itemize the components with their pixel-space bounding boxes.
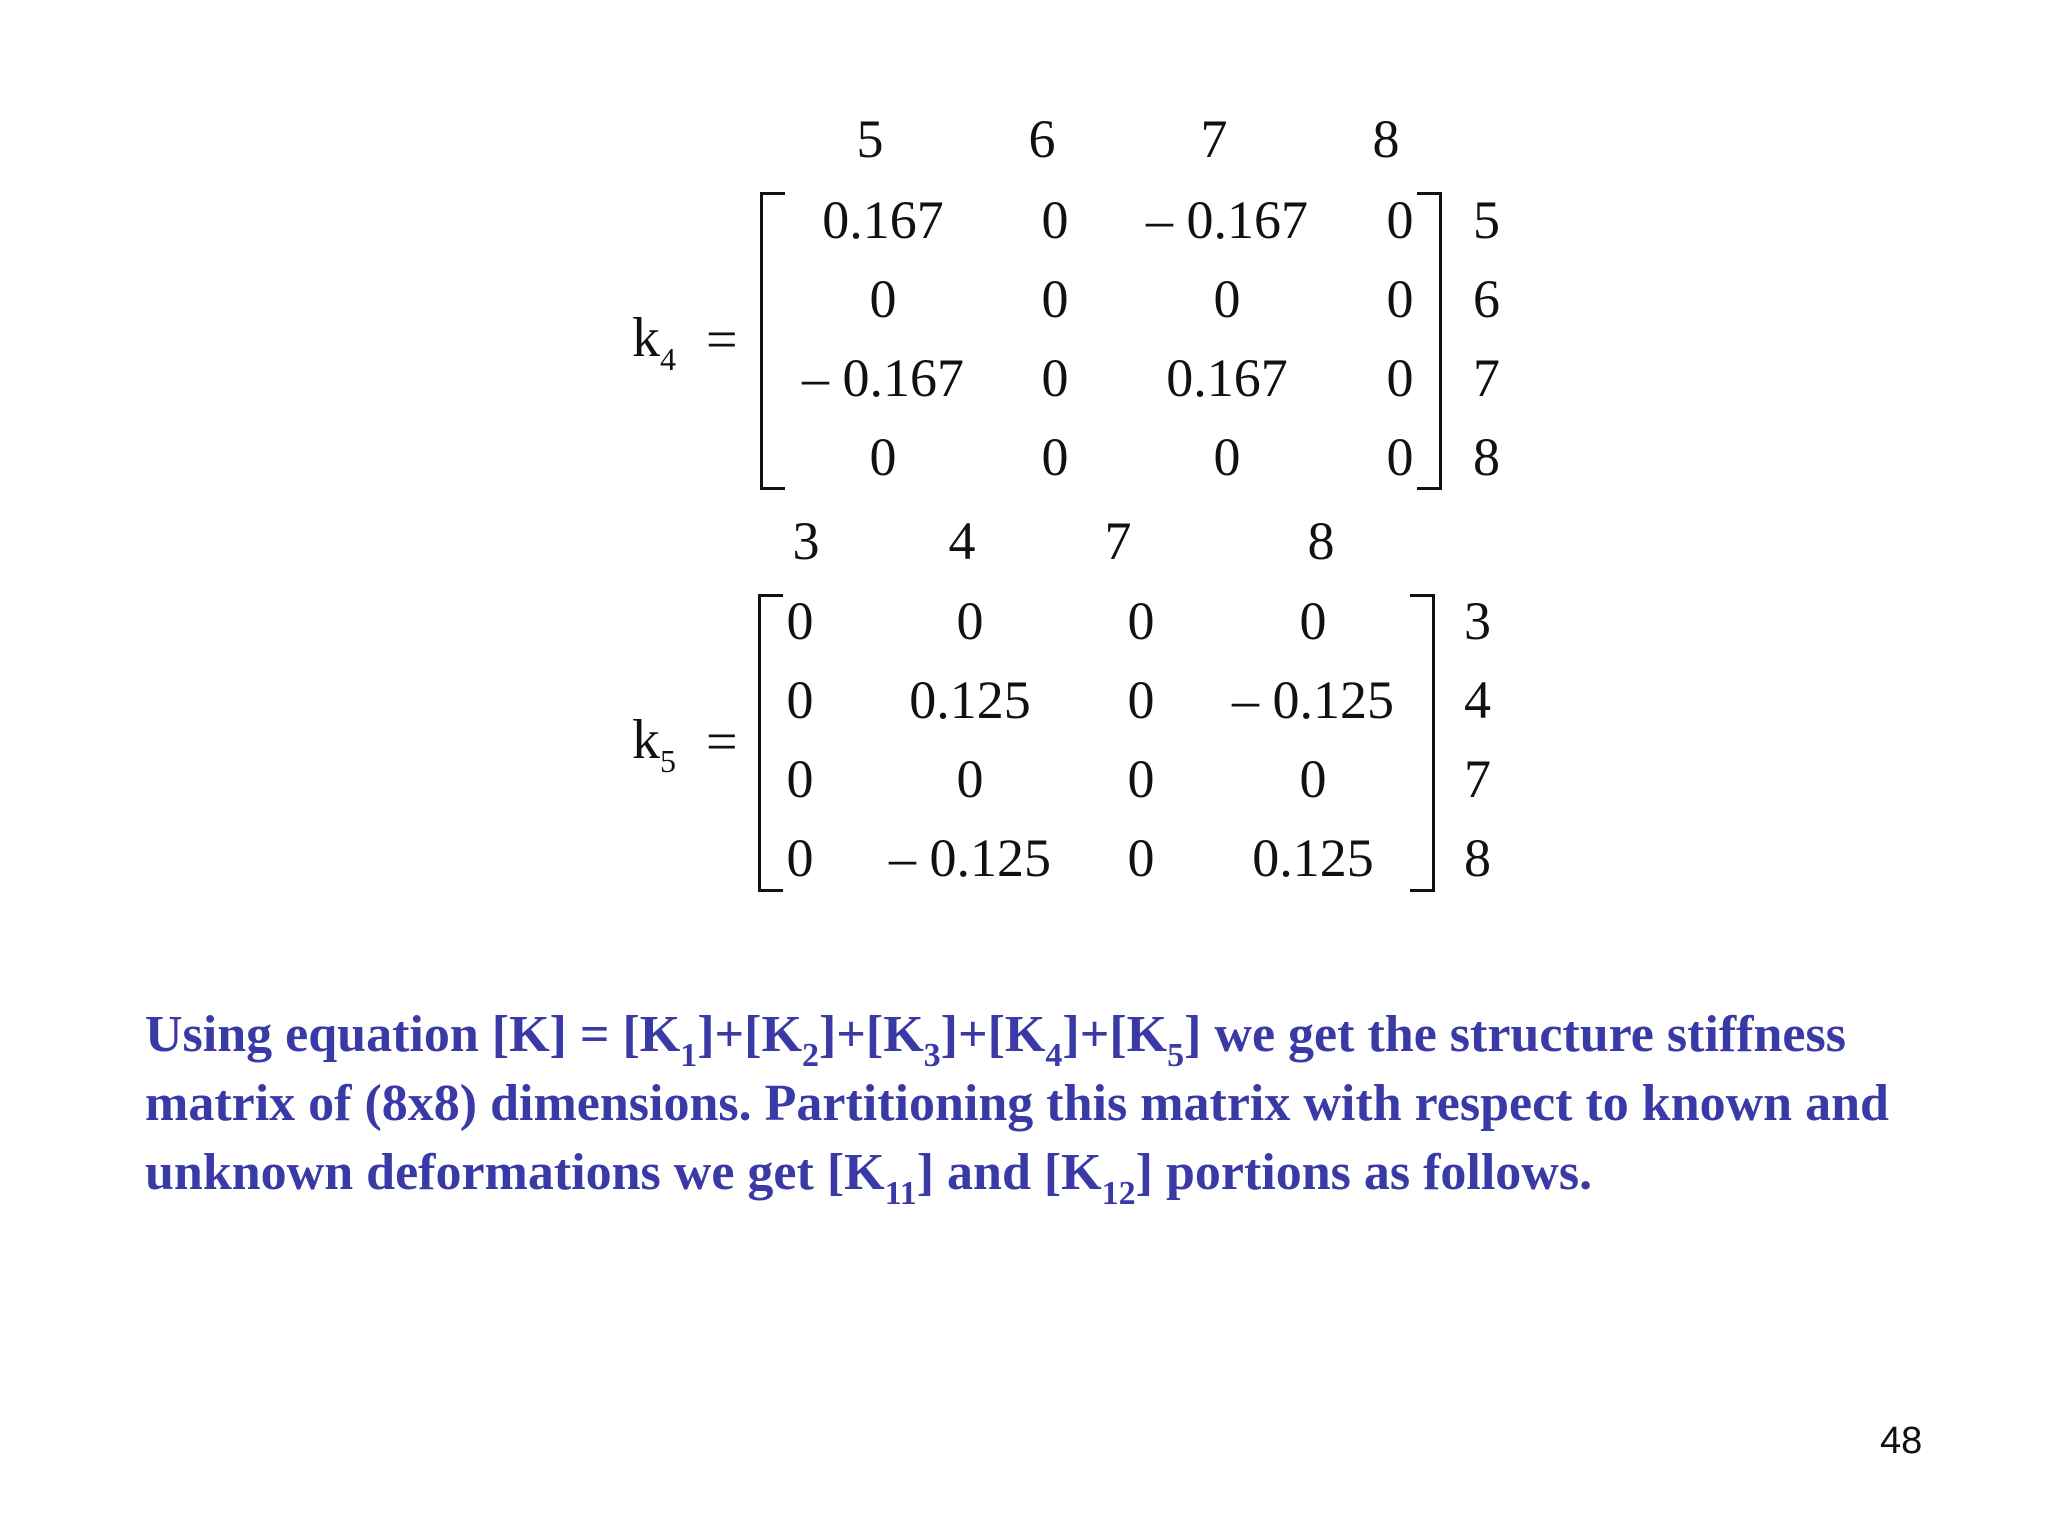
k5-cell: 0 <box>1299 749 1327 809</box>
k4-left-bracket <box>760 192 785 490</box>
k4-right-bracket <box>1417 192 1442 490</box>
k4-cell: 0 <box>1386 427 1414 487</box>
k5-label: $k_5$ <box>632 709 676 780</box>
k5-cell: 0 <box>786 749 814 809</box>
k5-col-header: 8 <box>1307 511 1335 571</box>
k5-cell: 0 <box>956 591 984 651</box>
k4-row-label: 7 <box>1473 348 1500 408</box>
k5-right-bracket <box>1410 594 1435 892</box>
k5-col-header: 4 <box>948 511 976 571</box>
k4-cell: 0 <box>1386 269 1414 329</box>
k4-label: $k_4$ <box>632 307 676 378</box>
k4-cell: 0 <box>1386 348 1414 408</box>
k5-row-label: 4 <box>1464 670 1491 730</box>
k4-cell: 0.167 <box>822 190 944 250</box>
k5-cell: 0 <box>1127 591 1155 651</box>
k5-cell: 0 <box>956 749 984 809</box>
k5-cell: 0 <box>1127 749 1155 809</box>
k4-cell: 0 <box>1213 427 1241 487</box>
k4-cell: 0 <box>1041 190 1069 250</box>
k5-col-header: 3 <box>792 511 820 571</box>
k5-row-label: 8 <box>1464 828 1491 888</box>
k4-cell: 0 <box>869 427 897 487</box>
k5-col-header: 7 <box>1104 511 1132 571</box>
k4-cell: 0 <box>1386 190 1414 250</box>
k5-cell: 0 <box>786 591 814 651</box>
k4-row-label: 5 <box>1473 190 1500 250</box>
k4-row-label: 8 <box>1473 427 1500 487</box>
k5-cell: 0.125 <box>1252 828 1374 888</box>
k4-col-header: 5 <box>856 109 884 169</box>
k5-cell: 0 <box>1127 828 1155 888</box>
k5-left-bracket <box>758 594 783 892</box>
k4-row-label: 6 <box>1473 269 1500 329</box>
k4-col-header: 8 <box>1372 109 1400 169</box>
explanation-paragraph: Using equation $[K] = [K_1]+[K_2]+[K_3]+[K_4]+[K_5]$ we get the structure stiffness matrix of (8x8) dimensions. Partitioning this matrix with respect to known and unknown deformations we get $[K_{11}]$ and $[K_{12}]$ portions as follows. <box>145 1006 1889 1213</box>
k4-cell: 0 <box>869 269 897 329</box>
k4-col-header: 7 <box>1200 109 1228 169</box>
k4-cell: 0 <box>1213 269 1241 329</box>
k5-cell: 0 <box>1127 670 1155 730</box>
k5-cell: 0.125 <box>909 670 1031 730</box>
k4-cell: – 0.167 <box>1146 190 1308 250</box>
k4-equals-sign: = <box>706 309 738 371</box>
page-number: 48 <box>1880 1420 1923 1462</box>
k5-cell: 0 <box>786 670 814 730</box>
k5-row-label: 3 <box>1464 591 1491 651</box>
k5-cell: – 0.125 <box>889 828 1051 888</box>
k5-row-label: 7 <box>1464 749 1491 809</box>
k5-cell: 0 <box>1299 591 1327 651</box>
k4-cell: – 0.167 <box>802 348 964 408</box>
k5-equals-sign: = <box>706 711 738 773</box>
k4-cell: 0 <box>1041 427 1069 487</box>
k5-cell: – 0.125 <box>1232 670 1394 730</box>
k4-cell: 0 <box>1041 269 1069 329</box>
k5-cell: 0 <box>786 828 814 888</box>
k4-cell: 0 <box>1041 348 1069 408</box>
k4-col-header: 6 <box>1028 109 1056 169</box>
k4-cell: 0.167 <box>1166 348 1288 408</box>
